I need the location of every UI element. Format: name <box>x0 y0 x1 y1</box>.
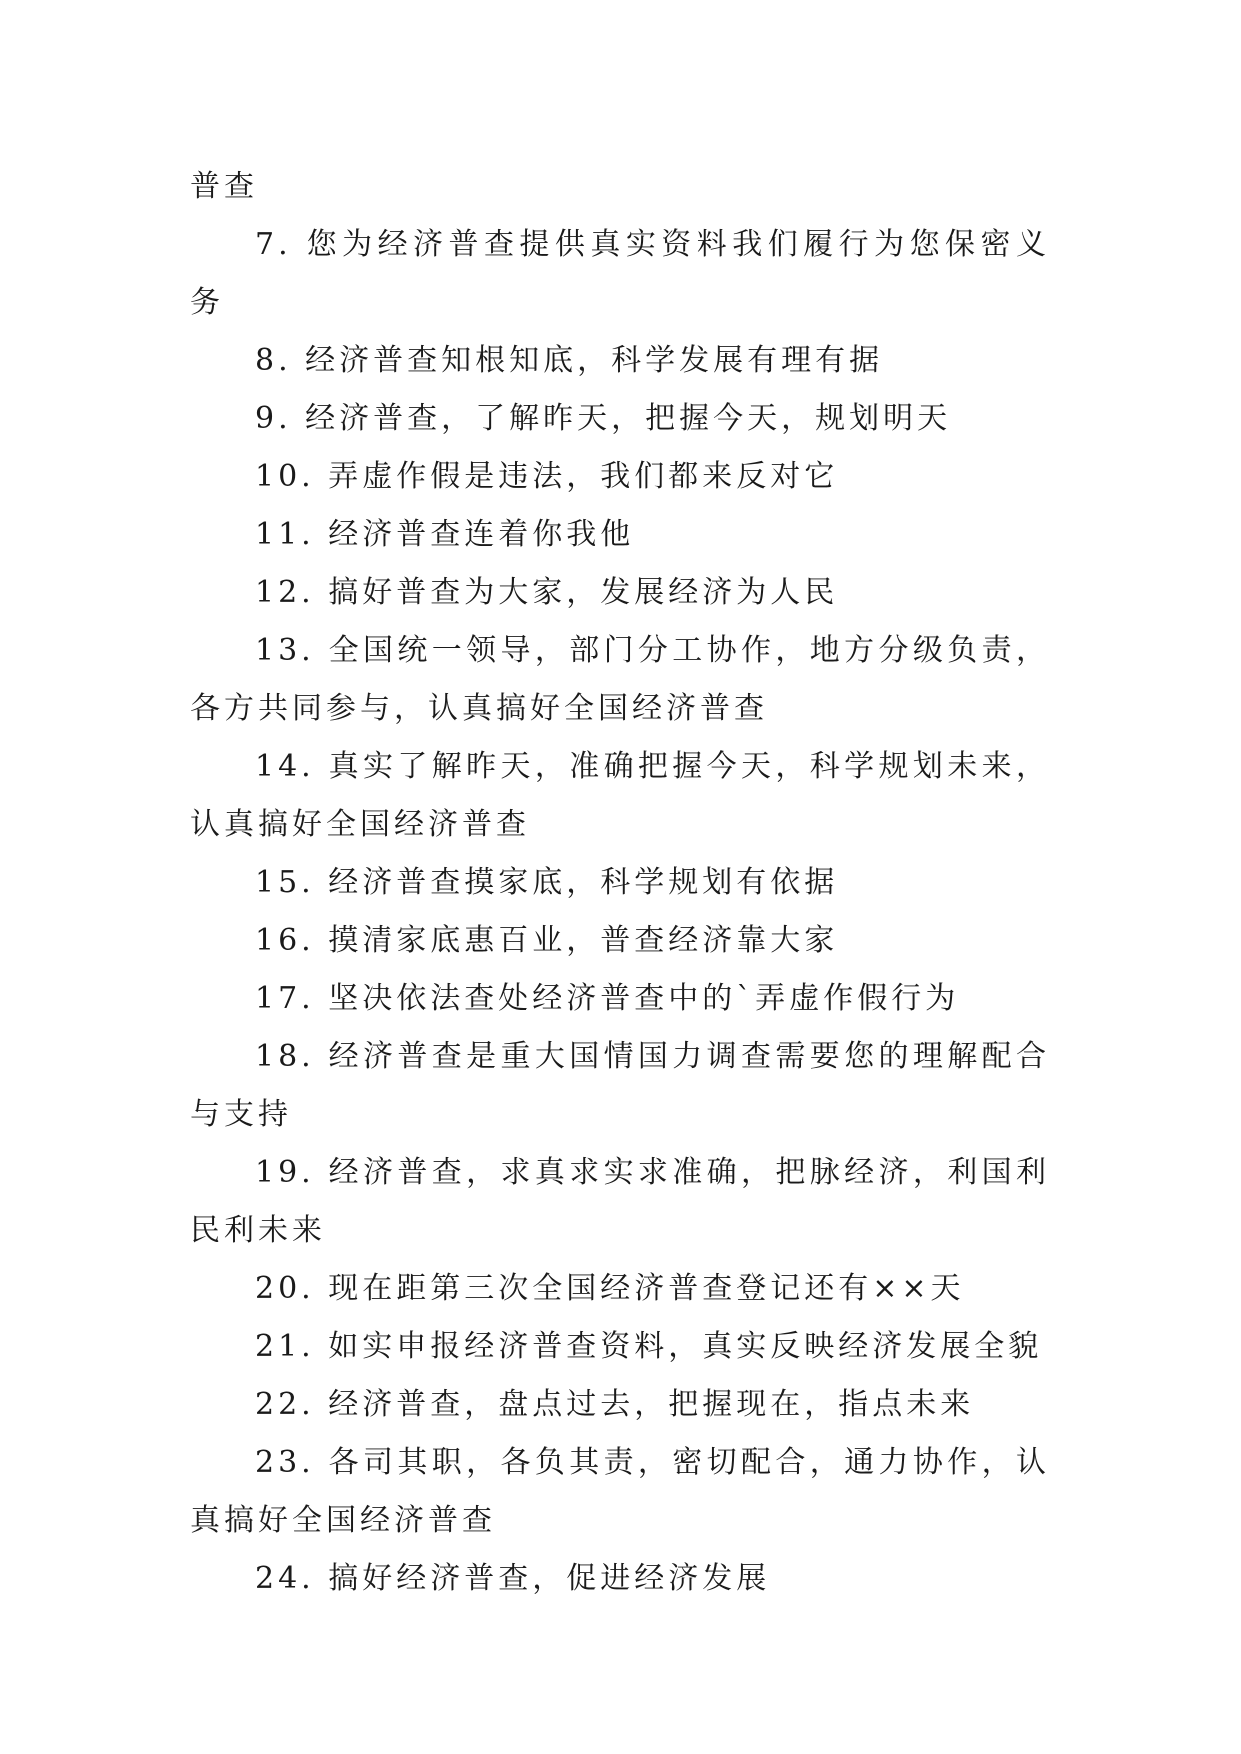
slogan-item-13: 13. 全国统一领导，部门分工协作，地方分级负责，各方共同参与，认真搞好全国经济普查 <box>190 633 1050 726</box>
slogan-item-8: 8. 经济普查知根知底，科学发展有理有据 <box>255 343 884 378</box>
slogan-item-18: 18. 经济普查是重大国情国力调查需要您的理解配合与支持 <box>190 1039 1050 1132</box>
slogan-item-15: 15. 经济普查摸家底，科学规划有依据 <box>255 865 839 900</box>
slogan-item-17: 17. 坚决依法查处经济普查中的`弄虚作假行为 <box>255 981 960 1016</box>
slogan-item-19: 19. 经济普查，求真求实求准确，把脉经济，利国利民利未来 <box>190 1155 1050 1248</box>
document-body <box>190 158 1050 1608</box>
slogan-item-20: 20. 现在距第三次全国经济普查登记还有××天 <box>255 1271 965 1306</box>
slogan-item-7: 7. 您为经济普查提供真实资料我们履行为您保密义务 <box>190 227 1050 320</box>
slogan-item-9: 9. 经济普查，了解昨天，把握今天，规划明天 <box>255 401 952 436</box>
slogan-item-11: 11. 经济普查连着你我他 <box>255 517 635 552</box>
slogan-item-16: 16. 摸清家底惠百业，普查经济靠大家 <box>255 923 839 958</box>
slogan-item-21: 21. 如实申报经济普查资料，真实反映经济发展全貌 <box>255 1329 1043 1364</box>
slogan-item-22: 22. 经济普查，盘点过去，把握现在，指点未来 <box>255 1387 975 1422</box>
slogan-item-24: 24. 搞好经济普查，促进经济发展 <box>255 1561 771 1596</box>
slogan-item-10: 10. 弄虚作假是违法，我们都来反对它 <box>255 459 839 494</box>
paragraph-continuation: 普查 <box>190 169 258 204</box>
slogan-item-14: 14. 真实了解昨天，准确把握今天，科学规划未来，认真搞好全国经济普查 <box>190 749 1050 842</box>
slogan-item-23: 23. 各司其职，各负其责，密切配合，通力协作，认真搞好全国经济普查 <box>190 1445 1050 1538</box>
slogan-item-12: 12. 搞好普查为大家，发展经济为人民 <box>255 575 839 610</box>
